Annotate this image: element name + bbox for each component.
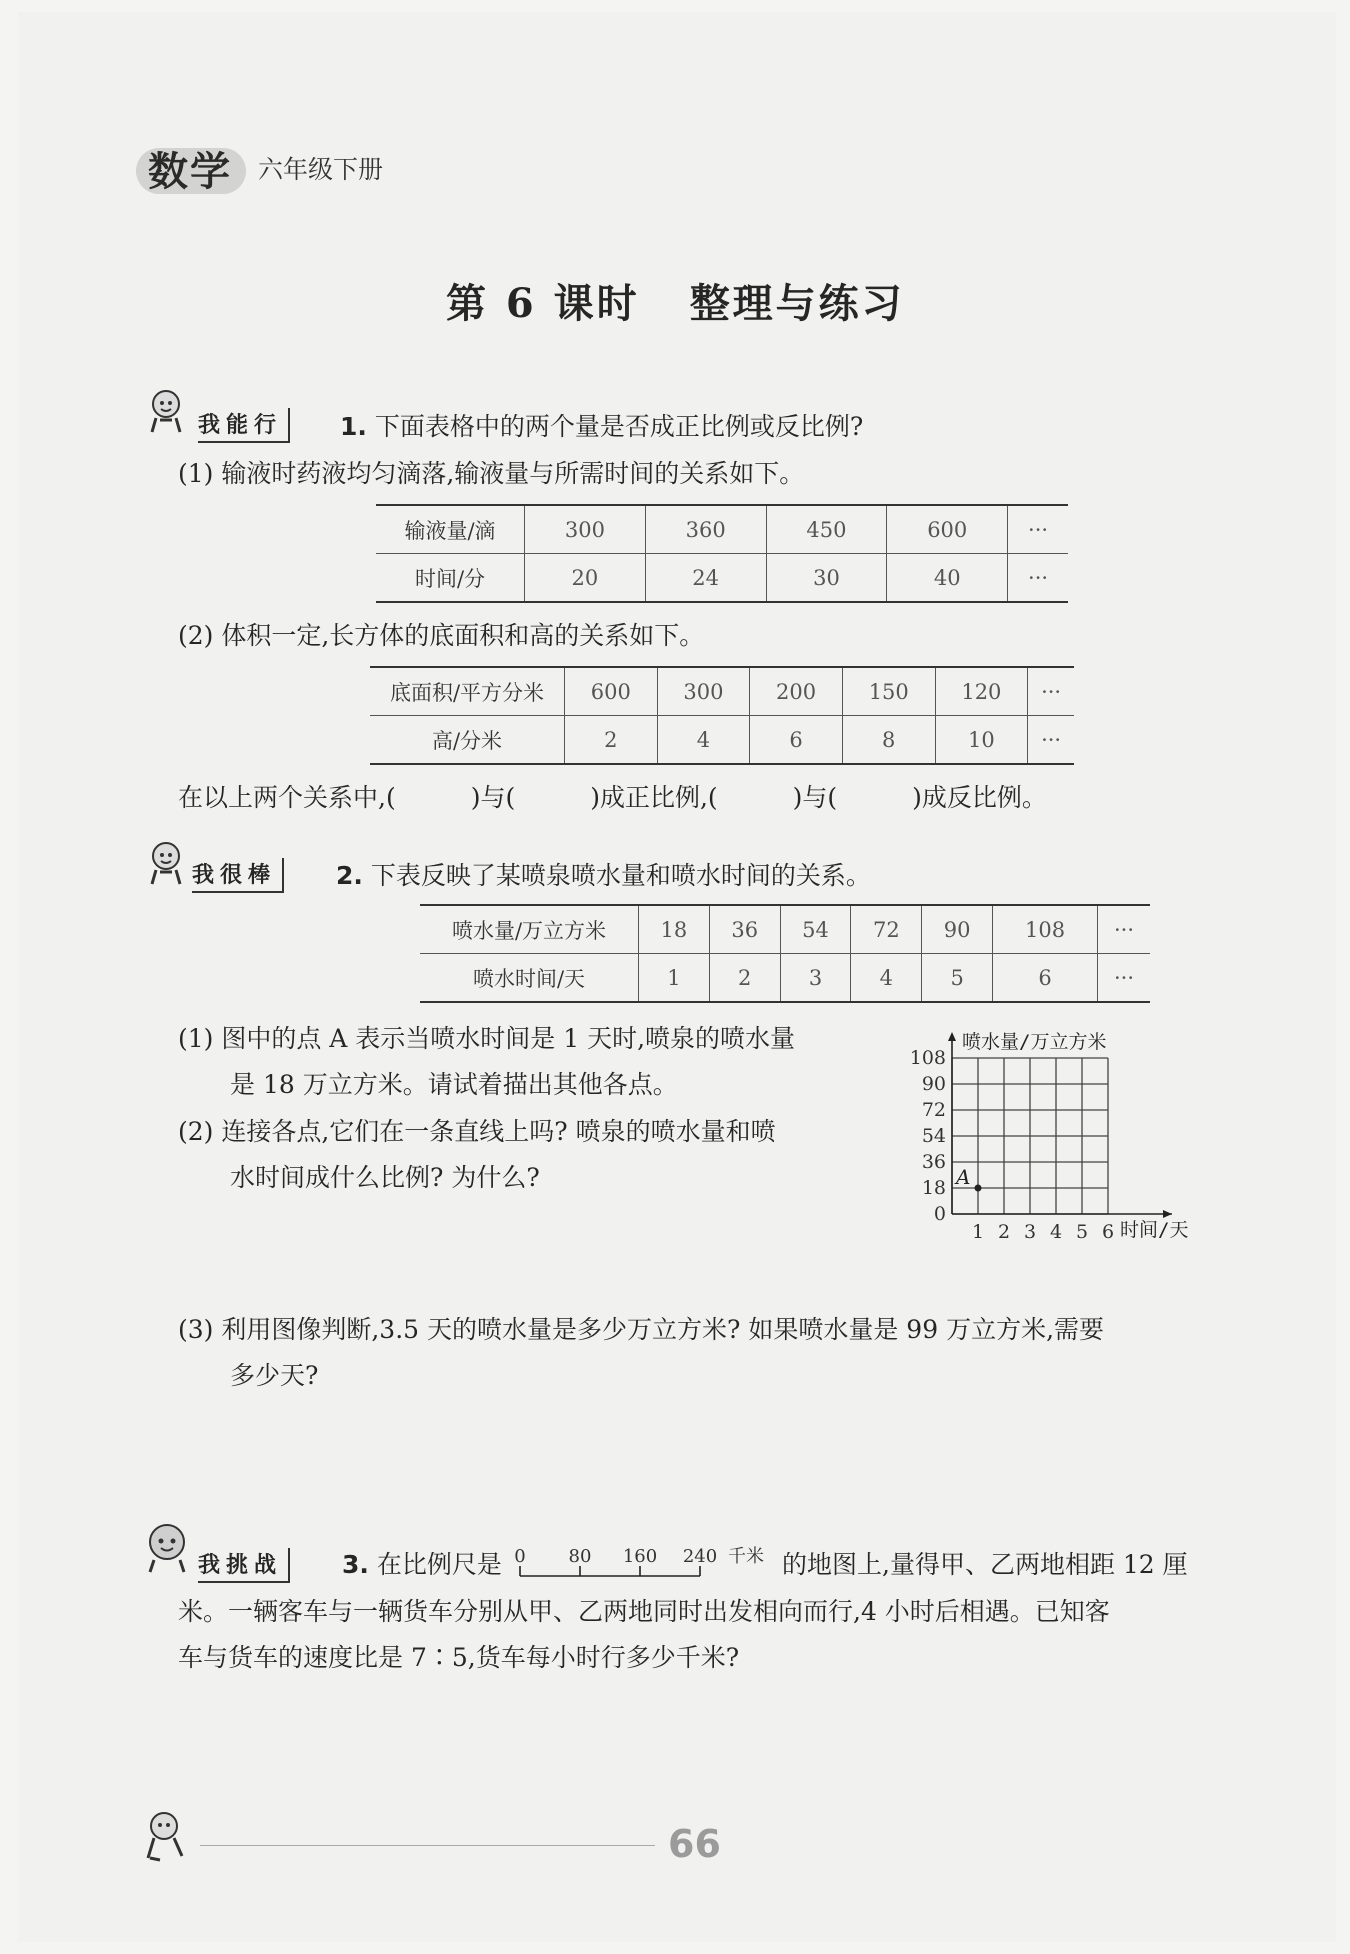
table-cell: 300 (657, 667, 750, 716)
q2-prompt (336, 861, 871, 891)
table-cell: 600 (887, 505, 1008, 554)
table-infusion (376, 504, 1068, 603)
lesson-name: 整理与练习 (689, 280, 905, 327)
x-tick-label: 2 (997, 1221, 1011, 1243)
table-cell: 72 (851, 905, 922, 954)
x-axis-arrow (1163, 1210, 1172, 1218)
point-label: A (956, 1165, 971, 1189)
table-cell: ··· (1028, 667, 1074, 716)
table-cell: ··· (1008, 505, 1068, 554)
q2-number: 2. (336, 861, 363, 890)
q3-line1 (342, 1550, 502, 1580)
table-cell: 6 (750, 716, 843, 765)
q2-sub1-line1: (1) 图中的点 A 表示当喷水时间是 1 天时,喷泉的喷水量 (178, 1024, 796, 1053)
table-cell: 36 (709, 905, 780, 954)
y-tick-label: 0 (933, 1203, 946, 1225)
row-header: 底面积/平方分米 (370, 667, 565, 716)
q1-part2: (2) 体积一定,长方体的底面积和高的关系如下。 (178, 621, 705, 650)
table-cell: 18 (639, 905, 710, 954)
y-axis-label: 喷水量/万立方米 (962, 1031, 1107, 1053)
table-cuboid (370, 666, 1074, 765)
table-cell: 150 (842, 667, 935, 716)
table-cell: 54 (780, 905, 851, 954)
data-point (975, 1185, 982, 1192)
table-cell: 6 (993, 954, 1098, 1003)
x-tick-label: 4 (1049, 1221, 1063, 1243)
scale-label: 160 (622, 1546, 658, 1567)
table-cell: ··· (1098, 954, 1151, 1003)
x-tick-label: 3 (1023, 1221, 1037, 1243)
mascot-icon (144, 386, 190, 436)
mascot-icon (144, 838, 190, 888)
x-axis-label: 时间/天 (1120, 1219, 1189, 1241)
badge-q2: 我很棒 (192, 858, 284, 893)
footer-mascot-icon (138, 1808, 196, 1864)
q2-sub3-line2: 多少天? (230, 1361, 319, 1390)
q2-sub2-line2: 水时间成什么比例? 为什么? (230, 1163, 540, 1192)
grade-label: 六年级下册 (258, 155, 384, 184)
table-cell: 300 (525, 505, 646, 554)
table-cell: 450 (766, 505, 887, 554)
scale-label: 80 (568, 1546, 592, 1567)
lesson-title (446, 272, 905, 329)
row-header: 喷水时间/天 (420, 954, 639, 1003)
table-cell: 8 (842, 716, 935, 765)
lesson-number: 第 6 课时 (446, 280, 640, 327)
q3-after: 的地图上,量得甲、乙两地相距 12 厘 (782, 1550, 1188, 1579)
fountain-chart (900, 1018, 1230, 1248)
table-cell: 24 (645, 554, 766, 603)
table-row (376, 554, 1068, 603)
scale-label: 0 (514, 1546, 526, 1567)
table-cell: ··· (1098, 905, 1151, 954)
x-tick-label: 1 (971, 1221, 985, 1243)
table-fountain (420, 904, 1150, 1003)
y-tick-label: 54 (921, 1125, 946, 1147)
table-cell: 5 (922, 954, 993, 1003)
table-cell: 1 (639, 954, 710, 1003)
table-row (420, 905, 1150, 954)
q3-number: 3. (342, 1550, 369, 1579)
q1-fill-blank: 在以上两个关系中,( )与( )成正比例,( )与( )成反比例。 (178, 783, 1047, 812)
table-cell: 3 (780, 954, 851, 1003)
q3-line2: 米。一辆客车与一辆货车分别从甲、乙两地同时出发相向而行,4 小时后相遇。已知客 (178, 1597, 1110, 1626)
scale-bar (512, 1536, 782, 1586)
table-cell: 108 (993, 905, 1098, 954)
table-cell: 30 (766, 554, 887, 603)
row-header: 时间/分 (376, 554, 525, 603)
table-cell: 90 (922, 905, 993, 954)
scale-unit: 千米 (728, 1546, 764, 1567)
table-cell: 20 (525, 554, 646, 603)
x-tick-label: 6 (1101, 1221, 1115, 1243)
q2-text: 下表反映了某喷泉喷水量和喷水时间的关系。 (370, 861, 871, 890)
q1-prompt (340, 412, 863, 442)
table-cell: 2 (709, 954, 780, 1003)
y-axis-arrow (948, 1032, 956, 1041)
y-tick-label: 36 (921, 1151, 946, 1173)
table-cell: 2 (565, 716, 658, 765)
x-tick-label: 5 (1075, 1221, 1089, 1243)
q2-sub1-line2: 是 18 万立方米。请试着描出其他各点。 (230, 1070, 678, 1099)
q1-number: 1. (340, 412, 367, 441)
table-row (370, 716, 1074, 765)
scale-label: 240 (682, 1546, 718, 1567)
row-header: 高/分米 (370, 716, 565, 765)
badge-q1: 我能行 (198, 408, 290, 443)
q3-line3: 车与货车的速度比是 7∶5,货车每小时行多少千米? (178, 1643, 740, 1672)
q1-part1: (1) 输液时药液均匀滴落,输液量与所需时间的关系如下。 (178, 459, 805, 488)
row-header: 喷水量/万立方米 (420, 905, 639, 954)
table-row (420, 954, 1150, 1003)
table-cell: 40 (887, 554, 1008, 603)
subject-title: 数学 (148, 149, 232, 195)
q1-text: 下面表格中的两个量是否成正比例或反比例? (374, 412, 864, 441)
table-cell: ··· (1008, 554, 1068, 603)
mascot-icon (140, 1520, 194, 1574)
footer-rule (200, 1845, 655, 1846)
q2-sub3-line1: (3) 利用图像判断,3.5 天的喷水量是多少万立方米? 如果喷水量是 99 万立方米,需要 (178, 1315, 1105, 1344)
y-tick-label: 108 (909, 1047, 946, 1069)
page-number: 66 (668, 1822, 721, 1866)
table-cell: 360 (645, 505, 766, 554)
table-cell: 600 (565, 667, 658, 716)
badge-q3: 我挑战 (198, 1548, 290, 1583)
q3-before: 在比例尺是 (376, 1550, 502, 1579)
y-tick-label: 90 (921, 1073, 946, 1095)
y-tick-label: 18 (921, 1177, 946, 1199)
table-cell: 10 (935, 716, 1028, 765)
table-cell: ··· (1028, 716, 1074, 765)
table-cell: 4 (657, 716, 750, 765)
q2-sub2-line1: (2) 连接各点,它们在一条直线上吗? 喷泉的喷水量和喷 (178, 1117, 776, 1146)
table-row (376, 505, 1068, 554)
table-row (370, 667, 1074, 716)
table-cell: 120 (935, 667, 1028, 716)
y-tick-label: 72 (921, 1099, 946, 1121)
table-cell: 200 (750, 667, 843, 716)
table-cell: 4 (851, 954, 922, 1003)
row-header: 输液量/滴 (376, 505, 525, 554)
